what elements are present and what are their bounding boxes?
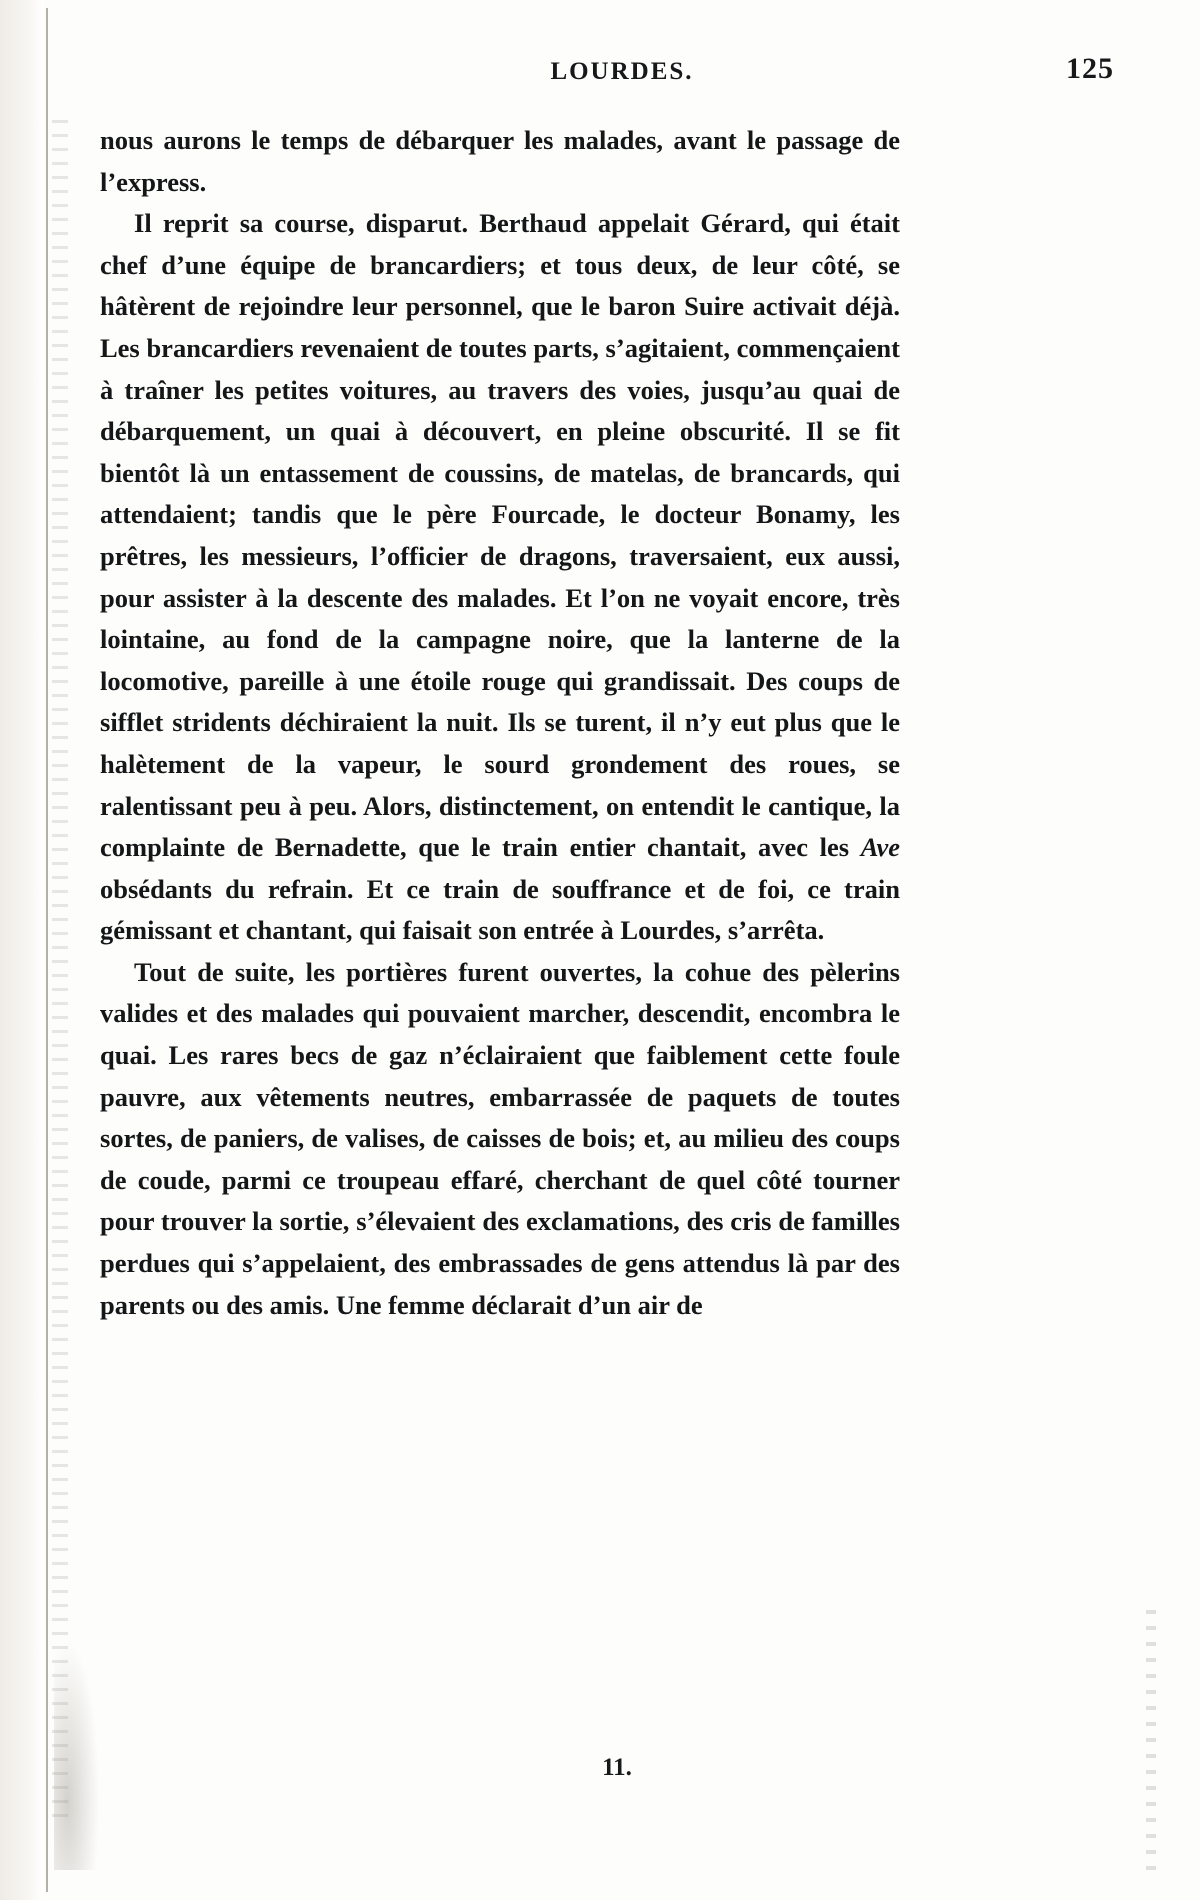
paragraph-2-part-1: Il reprit sa course, disparut. Berthaud appelait Gérard, qui était chef d’une équipe de brancardiers; et tous deux, de leur côté, se hâtèrent de rejoindre leur personnel, que le baron Suire activait déjà. Les brancardiers revenaient de toutes parts, s’agitaient, commençaient à traîner les petites voitures, au travers des voies, jusqu’au quai de débarquement, un quai à découvert, en pleine obscurité. Il se fit bientôt là un entassement de coussins, de matelas, de brancards, qui attendaient; tandis que le père Fourcade, le docteur Bonamy, les prêtres, les messieurs, l’officier de dragons, traversaient, eux aussi, pour assister à la descente des malades. Et l’on ne voyait encore, très lointaine, au fond de la campagne noire, que la lanterne de la locomotive, pareille à une étoile rouge qui grandissait. Des coups de sifflet stridents déchiraient la nuit. Ils se turent, il n’y eut plus que le halètement de la vapeur, le sourd grondement des roues, se ralentissant peu à peu. Alors, distinctement, on entendit le cantique, la complainte de Bernadette, que le train entier chantait, avec les <box>100 208 900 863</box>
signature-mark: 11. <box>602 1754 632 1781</box>
paragraph-2-italic-word: Ave <box>860 832 900 863</box>
paragraph-2-part-2: obsédants du refrain. Et ce train de souffrance et de foi, ce train gémissant et chantant, qui faisait son entrée à Lourdes, s’arrêta. <box>100 873 900 946</box>
page-right-margin-speckles <box>1146 1610 1156 1870</box>
page-number: 125 <box>1066 52 1114 85</box>
body-text <box>100 120 900 1326</box>
running-head: LOURDES. <box>550 58 694 85</box>
page-gutter-rule <box>46 8 48 1892</box>
page-header <box>100 52 1114 98</box>
page-margin-speckles <box>52 120 68 1820</box>
page-left-edge-shading <box>0 0 44 1900</box>
paragraph-1: nous aurons le temps de débarquer les malades, avant le passage de l’express. <box>100 125 900 197</box>
paragraph-3: Tout de suite, les portières furent ouvertes, la cohue des pèlerins valides et des malades qui pouvaient marcher, descendit, encombra le quai. Les rares becs de gaz n’éclairaient que faiblement cette foule pauvre, aux vêtements neutres, embarrassée de paquets de toutes sortes, de paniers, de valises, de caisses de bois; et, au milieu des coups de coude, parmi ce troupeau effaré, cherchant de quel côté tourner pour trouver la sortie, s’élevaient des exclamations, des cris de familles perdues qui s’appelaient, des embrassades de gens attendus là par des parents ou des amis. Une femme déclarait d’un air de <box>100 956 900 1320</box>
paragraph-2 <box>100 203 900 952</box>
